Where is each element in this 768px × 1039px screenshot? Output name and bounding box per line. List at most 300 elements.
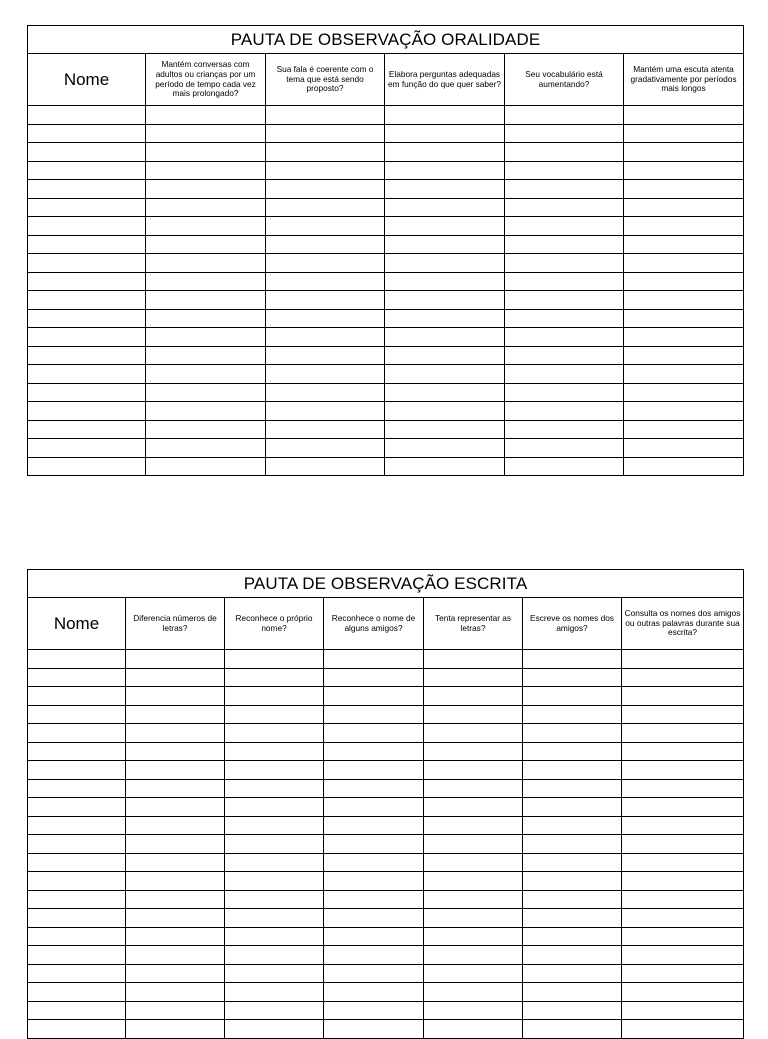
- escrita-answer-cell[interactable]: [225, 724, 324, 743]
- escrita-answer-cell[interactable]: [126, 761, 225, 780]
- escrita-answer-cell[interactable]: [424, 1020, 523, 1039]
- escrita-rows: [28, 650, 744, 1039]
- oralidade-answer-cell[interactable]: [624, 402, 744, 421]
- escrita-answer-cell[interactable]: [523, 668, 622, 687]
- oralidade-name-cell[interactable]: [28, 309, 146, 328]
- escrita-answer-cell[interactable]: [523, 835, 622, 854]
- escrita-answer-cell[interactable]: [523, 1020, 622, 1039]
- oralidade-name-cell[interactable]: [28, 161, 146, 180]
- oralidade-answer-cell[interactable]: [146, 124, 266, 143]
- escrita-answer-cell[interactable]: [126, 798, 225, 817]
- oralidade-answer-cell[interactable]: [266, 235, 385, 254]
- escrita-answer-cell[interactable]: [225, 964, 324, 983]
- escrita-answer-cell[interactable]: [126, 668, 225, 687]
- oralidade-name-cell[interactable]: [28, 439, 146, 458]
- escrita-answer-cell[interactable]: [523, 742, 622, 761]
- escrita-answer-cell[interactable]: [324, 964, 424, 983]
- escrita-answer-cell[interactable]: [225, 890, 324, 909]
- escrita-answer-cell[interactable]: [523, 798, 622, 817]
- escrita-answer-cell[interactable]: [523, 705, 622, 724]
- oralidade-answer-cell[interactable]: [385, 198, 505, 217]
- escrita-answer-cell[interactable]: [622, 927, 744, 946]
- escrita-question-header: Consulta os nomes dos amigos ou outras palavras durante sua escrita?: [622, 598, 744, 650]
- oralidade-table-row: [28, 254, 744, 273]
- escrita-answer-cell[interactable]: [523, 816, 622, 835]
- oralidade-answer-cell[interactable]: [624, 161, 744, 180]
- oralidade-answer-cell[interactable]: [266, 346, 385, 365]
- oralidade-answer-cell[interactable]: [266, 383, 385, 402]
- escrita-answer-cell[interactable]: [523, 779, 622, 798]
- escrita-answer-cell[interactable]: [424, 909, 523, 928]
- escrita-answer-cell[interactable]: [424, 835, 523, 854]
- escrita-table: [27, 569, 744, 1039]
- escrita-answer-cell[interactable]: [225, 816, 324, 835]
- escrita-answer-cell[interactable]: [622, 1001, 744, 1020]
- oralidade-answer-cell[interactable]: [505, 235, 624, 254]
- escrita-answer-cell[interactable]: [622, 835, 744, 854]
- escrita-answer-cell[interactable]: [622, 650, 744, 669]
- escrita-answer-cell[interactable]: [324, 761, 424, 780]
- escrita-answer-cell[interactable]: [324, 909, 424, 928]
- oralidade-answer-cell[interactable]: [505, 180, 624, 199]
- oralidade-answer-cell[interactable]: [146, 457, 266, 476]
- oralidade-answer-cell[interactable]: [624, 180, 744, 199]
- escrita-table-row: [28, 909, 744, 928]
- oralidade-name-cell[interactable]: [28, 217, 146, 236]
- oralidade-answer-cell[interactable]: [266, 254, 385, 273]
- escrita-name-cell[interactable]: [28, 705, 126, 724]
- oralidade-answer-cell[interactable]: [266, 217, 385, 236]
- escrita-name-cell[interactable]: [28, 1001, 126, 1020]
- oralidade-answer-cell[interactable]: [505, 198, 624, 217]
- escrita-name-cell[interactable]: [28, 890, 126, 909]
- oralidade-answer-cell[interactable]: [624, 254, 744, 273]
- escrita-answer-cell[interactable]: [126, 964, 225, 983]
- oralidade-answer-cell[interactable]: [505, 439, 624, 458]
- oralidade-answer-cell[interactable]: [385, 217, 505, 236]
- oralidade-answer-cell[interactable]: [624, 124, 744, 143]
- oralidade-answer-cell[interactable]: [385, 180, 505, 199]
- escrita-answer-cell[interactable]: [324, 872, 424, 891]
- escrita-answer-cell[interactable]: [225, 742, 324, 761]
- oralidade-answer-cell[interactable]: [266, 457, 385, 476]
- oralidade-answer-cell[interactable]: [146, 346, 266, 365]
- escrita-answer-cell[interactable]: [225, 705, 324, 724]
- escrita-answer-cell[interactable]: [622, 1020, 744, 1039]
- escrita-answer-cell[interactable]: [622, 779, 744, 798]
- escrita-answer-cell[interactable]: [424, 872, 523, 891]
- oralidade-name-cell[interactable]: [28, 254, 146, 273]
- oralidade-question-header: Mantém uma escuta atenta gradativamente por períodos mais longos: [624, 54, 744, 106]
- escrita-nome-header: Nome: [28, 598, 126, 650]
- escrita-answer-cell[interactable]: [225, 946, 324, 965]
- oralidade-name-cell[interactable]: [28, 198, 146, 217]
- escrita-table-row: [28, 816, 744, 835]
- escrita-answer-cell[interactable]: [424, 1001, 523, 1020]
- oralidade-nome-header: Nome: [28, 54, 146, 106]
- escrita-answer-cell[interactable]: [424, 650, 523, 669]
- escrita-table-row: [28, 687, 744, 706]
- escrita-name-cell[interactable]: [28, 835, 126, 854]
- escrita-name-cell[interactable]: [28, 853, 126, 872]
- escrita-answer-cell[interactable]: [424, 927, 523, 946]
- oralidade-answer-cell[interactable]: [146, 420, 266, 439]
- oralidade-answer-cell[interactable]: [385, 309, 505, 328]
- oralidade-answer-cell[interactable]: [505, 346, 624, 365]
- oralidade-answer-cell[interactable]: [505, 124, 624, 143]
- oralidade-question-header: Mantém conversas com adultos ou crianças por um período de tempo cada vez mais prolongado?: [146, 54, 266, 106]
- escrita-answer-cell[interactable]: [126, 1001, 225, 1020]
- oralidade-answer-cell[interactable]: [505, 309, 624, 328]
- oralidade-answer-cell[interactable]: [385, 457, 505, 476]
- oralidade-answer-cell[interactable]: [624, 365, 744, 384]
- escrita-answer-cell[interactable]: [424, 946, 523, 965]
- oralidade-answer-cell[interactable]: [146, 180, 266, 199]
- oralidade-answer-cell[interactable]: [266, 365, 385, 384]
- escrita-answer-cell[interactable]: [126, 946, 225, 965]
- oralidade-answer-cell[interactable]: [385, 291, 505, 310]
- oralidade-name-cell[interactable]: [28, 143, 146, 162]
- escrita-answer-cell[interactable]: [523, 872, 622, 891]
- oralidade-question-header: Sua fala é coerente com o tema que está sendo proposto?: [266, 54, 385, 106]
- escrita-name-cell[interactable]: [28, 779, 126, 798]
- escrita-name-cell[interactable]: [28, 742, 126, 761]
- escrita-answer-cell[interactable]: [126, 835, 225, 854]
- escrita-answer-cell[interactable]: [523, 983, 622, 1002]
- oralidade-name-cell[interactable]: [28, 272, 146, 291]
- oralidade-name-cell[interactable]: [28, 180, 146, 199]
- escrita-name-cell[interactable]: [28, 872, 126, 891]
- escrita-answer-cell[interactable]: [424, 798, 523, 817]
- escrita-answer-cell[interactable]: [622, 853, 744, 872]
- escrita-answer-cell[interactable]: [324, 650, 424, 669]
- escrita-answer-cell[interactable]: [225, 927, 324, 946]
- escrita-answer-cell[interactable]: [424, 853, 523, 872]
- escrita-answer-cell[interactable]: [523, 687, 622, 706]
- oralidade-name-cell[interactable]: [28, 328, 146, 347]
- escrita-table-row: [28, 1001, 744, 1020]
- escrita-name-cell[interactable]: [28, 724, 126, 743]
- oralidade-answer-cell[interactable]: [624, 328, 744, 347]
- oralidade-answer-cell[interactable]: [624, 346, 744, 365]
- escrita-answer-cell[interactable]: [225, 668, 324, 687]
- oralidade-answer-cell[interactable]: [505, 161, 624, 180]
- escrita-answer-cell[interactable]: [523, 853, 622, 872]
- escrita-answer-cell[interactable]: [622, 816, 744, 835]
- oralidade-question-header: Seu vocabulário está aumentando?: [505, 54, 624, 106]
- oralidade-table-row: [28, 198, 744, 217]
- escrita-answer-cell[interactable]: [324, 798, 424, 817]
- oralidade-answer-cell[interactable]: [624, 291, 744, 310]
- escrita-name-cell[interactable]: [28, 761, 126, 780]
- oralidade-answer-cell[interactable]: [385, 346, 505, 365]
- oralidade-answer-cell[interactable]: [385, 402, 505, 421]
- escrita-name-cell[interactable]: [28, 964, 126, 983]
- oralidade-table-row: [28, 272, 744, 291]
- oralidade-answer-cell[interactable]: [146, 291, 266, 310]
- escrita-answer-cell[interactable]: [622, 724, 744, 743]
- oralidade-answer-cell[interactable]: [146, 383, 266, 402]
- escrita-answer-cell[interactable]: [424, 983, 523, 1002]
- oralidade-answer-cell[interactable]: [266, 328, 385, 347]
- oralidade-rows: [28, 106, 744, 476]
- oralidade-answer-cell[interactable]: [624, 198, 744, 217]
- oralidade-answer-cell[interactable]: [385, 365, 505, 384]
- escrita-table-row: [28, 668, 744, 687]
- escrita-table-row: [28, 927, 744, 946]
- oralidade-answer-cell[interactable]: [505, 383, 624, 402]
- oralidade-name-cell[interactable]: [28, 402, 146, 421]
- escrita-answer-cell[interactable]: [324, 927, 424, 946]
- escrita-answer-cell[interactable]: [126, 909, 225, 928]
- escrita-answer-cell[interactable]: [126, 705, 225, 724]
- oralidade-answer-cell[interactable]: [266, 291, 385, 310]
- oralidade-answer-cell[interactable]: [385, 439, 505, 458]
- oralidade-table-row: [28, 439, 744, 458]
- escrita-answer-cell[interactable]: [126, 742, 225, 761]
- escrita-name-cell[interactable]: [28, 798, 126, 817]
- oralidade-answer-cell[interactable]: [266, 402, 385, 421]
- escrita-answer-cell[interactable]: [126, 872, 225, 891]
- escrita-name-cell[interactable]: [28, 668, 126, 687]
- escrita-name-cell[interactable]: [28, 1020, 126, 1039]
- escrita-answer-cell[interactable]: [225, 798, 324, 817]
- escrita-answer-cell[interactable]: [523, 890, 622, 909]
- escrita-answer-cell[interactable]: [126, 853, 225, 872]
- escrita-answer-cell[interactable]: [324, 724, 424, 743]
- oralidade-answer-cell[interactable]: [505, 106, 624, 125]
- oralidade-answer-cell[interactable]: [505, 420, 624, 439]
- oralidade-question-header: Elabora perguntas adequadas em função do que quer saber?: [385, 54, 505, 106]
- escrita-answer-cell[interactable]: [424, 705, 523, 724]
- oralidade-answer-cell[interactable]: [266, 161, 385, 180]
- oralidade-table-row: [28, 180, 744, 199]
- escrita-answer-cell[interactable]: [324, 890, 424, 909]
- oralidade-answer-cell[interactable]: [505, 402, 624, 421]
- oralidade-answer-cell[interactable]: [624, 457, 744, 476]
- oralidade-answer-cell[interactable]: [505, 143, 624, 162]
- escrita-answer-cell[interactable]: [324, 742, 424, 761]
- oralidade-answer-cell[interactable]: [146, 161, 266, 180]
- oralidade-name-cell[interactable]: [28, 420, 146, 439]
- oralidade-answer-cell[interactable]: [266, 309, 385, 328]
- oralidade-answer-cell[interactable]: [624, 143, 744, 162]
- oralidade-name-cell[interactable]: [28, 383, 146, 402]
- oralidade-answer-cell[interactable]: [146, 235, 266, 254]
- oralidade-answer-cell[interactable]: [146, 309, 266, 328]
- escrita-answer-cell[interactable]: [225, 909, 324, 928]
- oralidade-answer-cell[interactable]: [385, 235, 505, 254]
- escrita-table-row: [28, 742, 744, 761]
- escrita-answer-cell[interactable]: [324, 983, 424, 1002]
- escrita-answer-cell[interactable]: [523, 909, 622, 928]
- oralidade-answer-cell[interactable]: [505, 254, 624, 273]
- escrita-answer-cell[interactable]: [225, 1001, 324, 1020]
- escrita-answer-cell[interactable]: [523, 761, 622, 780]
- escrita-answer-cell[interactable]: [225, 983, 324, 1002]
- escrita-answer-cell[interactable]: [126, 816, 225, 835]
- oralidade-answer-cell[interactable]: [146, 272, 266, 291]
- oralidade-answer-cell[interactable]: [266, 124, 385, 143]
- oralidade-answer-cell[interactable]: [385, 254, 505, 273]
- oralidade-table-row: [28, 124, 744, 143]
- oralidade-answer-cell[interactable]: [385, 124, 505, 143]
- escrita-answer-cell[interactable]: [622, 983, 744, 1002]
- escrita-table-row: [28, 964, 744, 983]
- escrita-answer-cell[interactable]: [523, 927, 622, 946]
- escrita-answer-cell[interactable]: [324, 779, 424, 798]
- oralidade-answer-cell[interactable]: [385, 272, 505, 291]
- oralidade-answer-cell[interactable]: [385, 161, 505, 180]
- escrita-answer-cell[interactable]: [225, 1020, 324, 1039]
- escrita-table-row: [28, 705, 744, 724]
- escrita-answer-cell[interactable]: [225, 779, 324, 798]
- oralidade-answer-cell[interactable]: [385, 383, 505, 402]
- oralidade-name-cell[interactable]: [28, 291, 146, 310]
- escrita-answer-cell[interactable]: [424, 687, 523, 706]
- escrita-answer-cell[interactable]: [622, 890, 744, 909]
- oralidade-answer-cell[interactable]: [624, 420, 744, 439]
- escrita-name-cell[interactable]: [28, 927, 126, 946]
- escrita-answer-cell[interactable]: [424, 779, 523, 798]
- escrita-name-cell[interactable]: [28, 816, 126, 835]
- oralidade-name-cell[interactable]: [28, 124, 146, 143]
- escrita-name-cell[interactable]: [28, 983, 126, 1002]
- oralidade-answer-cell[interactable]: [385, 106, 505, 125]
- escrita-answer-cell[interactable]: [126, 890, 225, 909]
- oralidade-table: [27, 25, 744, 476]
- oralidade-name-cell[interactable]: [28, 457, 146, 476]
- escrita-answer-cell[interactable]: [523, 1001, 622, 1020]
- escrita-answer-cell[interactable]: [126, 724, 225, 743]
- oralidade-answer-cell[interactable]: [266, 439, 385, 458]
- oralidade-answer-cell[interactable]: [624, 217, 744, 236]
- oralidade-answer-cell[interactable]: [146, 198, 266, 217]
- escrita-answer-cell[interactable]: [126, 927, 225, 946]
- escrita-answer-cell[interactable]: [622, 668, 744, 687]
- escrita-name-cell[interactable]: [28, 946, 126, 965]
- oralidade-name-cell[interactable]: [28, 106, 146, 125]
- oralidade-answer-cell[interactable]: [505, 217, 624, 236]
- escrita-answer-cell[interactable]: [225, 687, 324, 706]
- escrita-answer-cell[interactable]: [225, 650, 324, 669]
- escrita-answer-cell[interactable]: [424, 890, 523, 909]
- escrita-answer-cell[interactable]: [324, 835, 424, 854]
- escrita-name-cell[interactable]: [28, 650, 126, 669]
- oralidade-answer-cell[interactable]: [505, 272, 624, 291]
- escrita-answer-cell[interactable]: [424, 742, 523, 761]
- escrita-answer-cell[interactable]: [126, 1020, 225, 1039]
- oralidade-name-cell[interactable]: [28, 365, 146, 384]
- escrita-answer-cell[interactable]: [622, 909, 744, 928]
- escrita-table-row: [28, 724, 744, 743]
- oralidade-answer-cell[interactable]: [266, 272, 385, 291]
- oralidade-answer-cell[interactable]: [505, 328, 624, 347]
- escrita-answer-cell[interactable]: [324, 1001, 424, 1020]
- oralidade-answer-cell[interactable]: [505, 457, 624, 476]
- oralidade-answer-cell[interactable]: [146, 402, 266, 421]
- oralidade-answer-cell[interactable]: [266, 420, 385, 439]
- oralidade-answer-cell[interactable]: [385, 420, 505, 439]
- escrita-answer-cell[interactable]: [622, 964, 744, 983]
- oralidade-title: PAUTA DE OBSERVAÇÃO ORALIDADE: [28, 26, 744, 54]
- escrita-answer-cell[interactable]: [523, 724, 622, 743]
- escrita-answer-cell[interactable]: [126, 779, 225, 798]
- oralidade-answer-cell[interactable]: [385, 143, 505, 162]
- escrita-answer-cell[interactable]: [424, 816, 523, 835]
- oralidade-answer-cell[interactable]: [624, 383, 744, 402]
- oralidade-answer-cell[interactable]: [266, 198, 385, 217]
- escrita-answer-cell[interactable]: [324, 853, 424, 872]
- escrita-name-cell[interactable]: [28, 687, 126, 706]
- escrita-table-row: [28, 946, 744, 965]
- escrita-answer-cell[interactable]: [424, 964, 523, 983]
- escrita-answer-cell[interactable]: [126, 687, 225, 706]
- escrita-name-cell[interactable]: [28, 909, 126, 928]
- escrita-answer-cell[interactable]: [424, 668, 523, 687]
- escrita-answer-cell[interactable]: [324, 946, 424, 965]
- oralidade-table-row: [28, 217, 744, 236]
- oralidade-answer-cell[interactable]: [146, 254, 266, 273]
- escrita-answer-cell[interactable]: [126, 650, 225, 669]
- escrita-answer-cell[interactable]: [324, 816, 424, 835]
- escrita-answer-cell[interactable]: [622, 872, 744, 891]
- oralidade-answer-cell[interactable]: [146, 439, 266, 458]
- escrita-answer-cell[interactable]: [622, 742, 744, 761]
- escrita-answer-cell[interactable]: [225, 835, 324, 854]
- escrita-question-header: Escreve os nomes dos amigos?: [523, 598, 622, 650]
- oralidade-answer-cell[interactable]: [624, 106, 744, 125]
- escrita-answer-cell[interactable]: [324, 1020, 424, 1039]
- escrita-answer-cell[interactable]: [622, 705, 744, 724]
- escrita-answer-cell[interactable]: [126, 983, 225, 1002]
- escrita-answer-cell[interactable]: [324, 687, 424, 706]
- escrita-answer-cell[interactable]: [622, 761, 744, 780]
- escrita-answer-cell[interactable]: [424, 724, 523, 743]
- oralidade-answer-cell[interactable]: [146, 106, 266, 125]
- oralidade-answer-cell[interactable]: [146, 328, 266, 347]
- escrita-table-row: [28, 761, 744, 780]
- escrita-answer-cell[interactable]: [622, 946, 744, 965]
- oralidade-answer-cell[interactable]: [624, 235, 744, 254]
- escrita-answer-cell[interactable]: [225, 853, 324, 872]
- oralidade-answer-cell[interactable]: [146, 365, 266, 384]
- oralidade-answer-cell[interactable]: [385, 328, 505, 347]
- oralidade-answer-cell[interactable]: [505, 365, 624, 384]
- escrita-answer-cell[interactable]: [424, 761, 523, 780]
- oralidade-answer-cell[interactable]: [624, 309, 744, 328]
- oralidade-answer-cell[interactable]: [146, 143, 266, 162]
- escrita-answer-cell[interactable]: [523, 964, 622, 983]
- oralidade-name-cell[interactable]: [28, 235, 146, 254]
- oralidade-answer-cell[interactable]: [624, 272, 744, 291]
- escrita-answer-cell[interactable]: [523, 650, 622, 669]
- escrita-answer-cell[interactable]: [324, 668, 424, 687]
- escrita-answer-cell[interactable]: [225, 761, 324, 780]
- escrita-answer-cell[interactable]: [523, 946, 622, 965]
- oralidade-answer-cell[interactable]: [624, 439, 744, 458]
- oralidade-answer-cell[interactable]: [146, 217, 266, 236]
- escrita-answer-cell[interactable]: [225, 872, 324, 891]
- oralidade-answer-cell[interactable]: [266, 180, 385, 199]
- oralidade-answer-cell[interactable]: [266, 143, 385, 162]
- escrita-answer-cell[interactable]: [622, 798, 744, 817]
- escrita-answer-cell[interactable]: [324, 705, 424, 724]
- oralidade-answer-cell[interactable]: [266, 106, 385, 125]
- oralidade-answer-cell[interactable]: [505, 291, 624, 310]
- oralidade-name-cell[interactable]: [28, 346, 146, 365]
- escrita-answer-cell[interactable]: [622, 687, 744, 706]
